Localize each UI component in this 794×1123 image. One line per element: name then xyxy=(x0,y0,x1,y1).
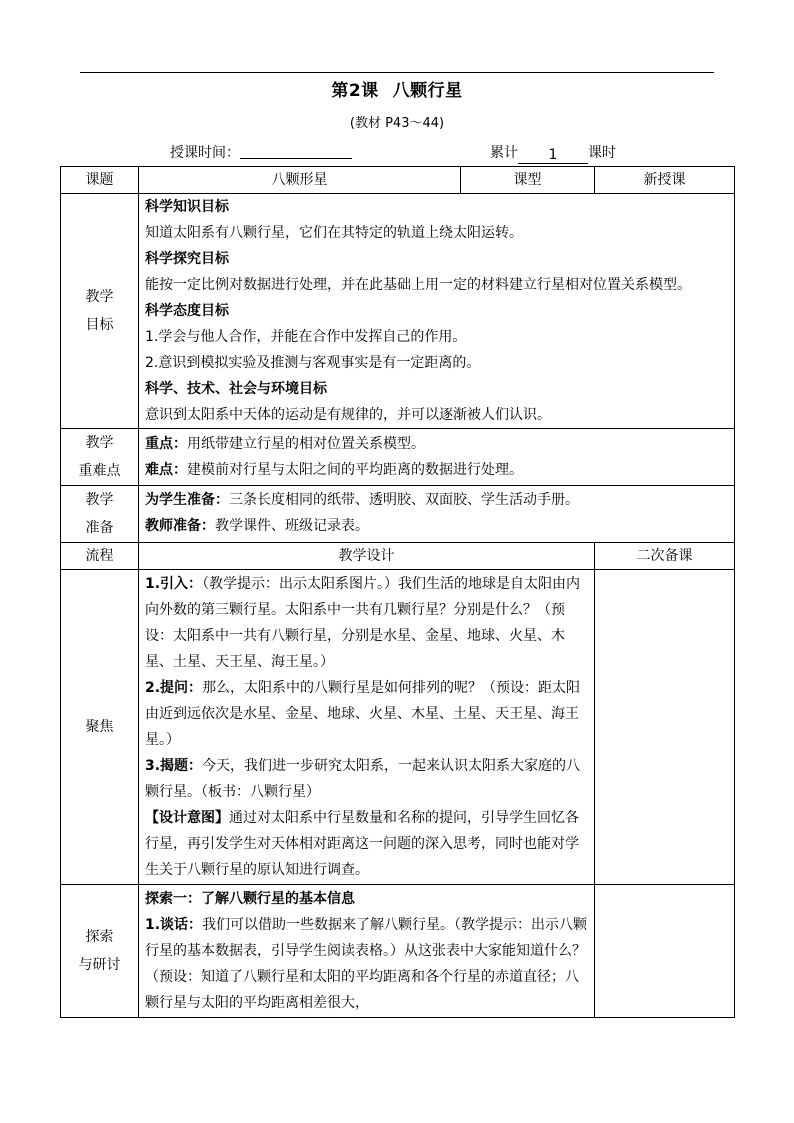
attitude-goal-title: 科学态度目标 xyxy=(145,303,229,319)
focus-second-prep xyxy=(595,570,735,885)
total-periods: 累计 1 课时 xyxy=(490,145,616,163)
focus-intent: 【设计意图】通过对太阳系中行星数量和名称的提问，引导学生回忆各行星，再引发学生对天体相对距离这一问题的深入思考，同时也能对学生关于八颗行星的原认知进行调查。 xyxy=(145,810,579,878)
knowledge-goal-title: 科学知识目标 xyxy=(145,199,229,215)
explore-second-prep xyxy=(595,885,735,1018)
header-rule xyxy=(80,72,714,73)
class-time: 授课时间： xyxy=(170,142,352,162)
design-header: 教学设计 xyxy=(139,543,595,570)
lesson-plan-table xyxy=(60,166,735,1018)
focus-content xyxy=(139,570,595,885)
teacher-prep: 教师准备：教学课件、班级记录表。 xyxy=(145,518,369,534)
lesson-title: 第2课 八颗行星 xyxy=(331,81,463,101)
explore-section-title: 探索一：了解八颗行星的基本信息 xyxy=(145,891,355,907)
focus-intro: 1.引入：（教学提示：出示太阳系图片。）我们生活的地球是自太阳由内向外数的第三颗行星。太阳系中一共有几颗行星？分别是什么？（预设：太阳系中一共有八颗行星，分别是水星、金星、地球、火星、木星、土星、天王星、海王星。） xyxy=(145,576,581,670)
sts-goal-text: 意识到太阳系中天体的运动是有规律的，并可以逐渐被人们认识。 xyxy=(145,407,551,423)
focus-reveal: 3.揭题：今天，我们进一步研究太阳系，一起来认识太阳系大家庭的八颗行星。（板书：八颗行星） xyxy=(145,758,581,800)
keypoints-label: 教学 重难点 xyxy=(61,429,139,486)
topic-value: 八颗形星 xyxy=(139,167,461,194)
prep-content xyxy=(139,486,735,543)
focus-question: 2.提问：那么，太阳系中的八颗行星是如何排列的呢？（预设：距太阳由近到远依次是水星、金星、地球、火星、木星、土星、天王星、海王星。） xyxy=(145,680,581,748)
goals-label: 教学 目标 xyxy=(61,194,139,429)
attitude-goal-1: 1.学会与他人合作，并能在合作中发挥自己的作用。 xyxy=(145,329,467,345)
type-label: 课型 xyxy=(461,167,595,194)
topic-row xyxy=(61,167,735,194)
keypoints-row xyxy=(61,429,735,486)
explore-label: 探索 与研讨 xyxy=(61,885,139,1018)
explore-row xyxy=(61,885,735,1018)
goals-row xyxy=(61,194,735,429)
type-value: 新授课 xyxy=(595,167,735,194)
goals-content xyxy=(139,194,735,429)
knowledge-goal-text: 知道太阳系有八颗行星，它们在其特定的轨道上绕太阳运转。 xyxy=(145,225,523,241)
topic-label: 课题 xyxy=(61,167,139,194)
keypoints-content xyxy=(139,429,735,486)
second-prep-header: 二次备课 xyxy=(595,543,735,570)
sts-goal-title: 科学、技术、社会与环境目标 xyxy=(145,381,327,397)
inquiry-goal-title: 科学探究目标 xyxy=(145,251,229,267)
flow-header-row xyxy=(61,543,735,570)
inquiry-goal-text: 能按一定比例对数据进行处理，并在此基础上用一定的材料建立行星相对位置关系模型。 xyxy=(145,277,691,293)
explore-content xyxy=(139,885,595,1018)
difficult-point: 难点：建模前对行星与太阳之间的平均距离的数据进行处理。 xyxy=(145,462,523,478)
prep-row xyxy=(61,486,735,543)
process-header: 流程 xyxy=(61,543,139,570)
student-prep: 为学生准备：三条长度相同的纸带、透明胶、双面胶、学生活动手册。 xyxy=(145,492,579,508)
explore-talk: 1.谈话：我们可以借助一些数据来了解八颗行星。（教学提示：出示八颗行星的基本数据表，引导学生阅读表格。）从这张表中大家能知道什么？（预设：知道了八颗行星和太阳的平均距离和各个行星的赤道直径；八颗行星与太阳的平均距离相差很大， xyxy=(145,917,588,1011)
key-point: 重点：用纸带建立行星的相对位置关系模型。 xyxy=(145,436,425,452)
focus-row xyxy=(61,570,735,885)
total-periods-value: 1 xyxy=(518,147,588,164)
focus-label: 聚焦 xyxy=(61,570,139,885)
attitude-goal-2: 2.意识到模拟实验及推测与客观事实是有一定距离的。 xyxy=(145,355,481,371)
textbook-pages: (教材 P43～44) xyxy=(349,116,445,131)
class-time-blank xyxy=(240,144,352,159)
prep-label: 教学 准备 xyxy=(61,486,139,543)
